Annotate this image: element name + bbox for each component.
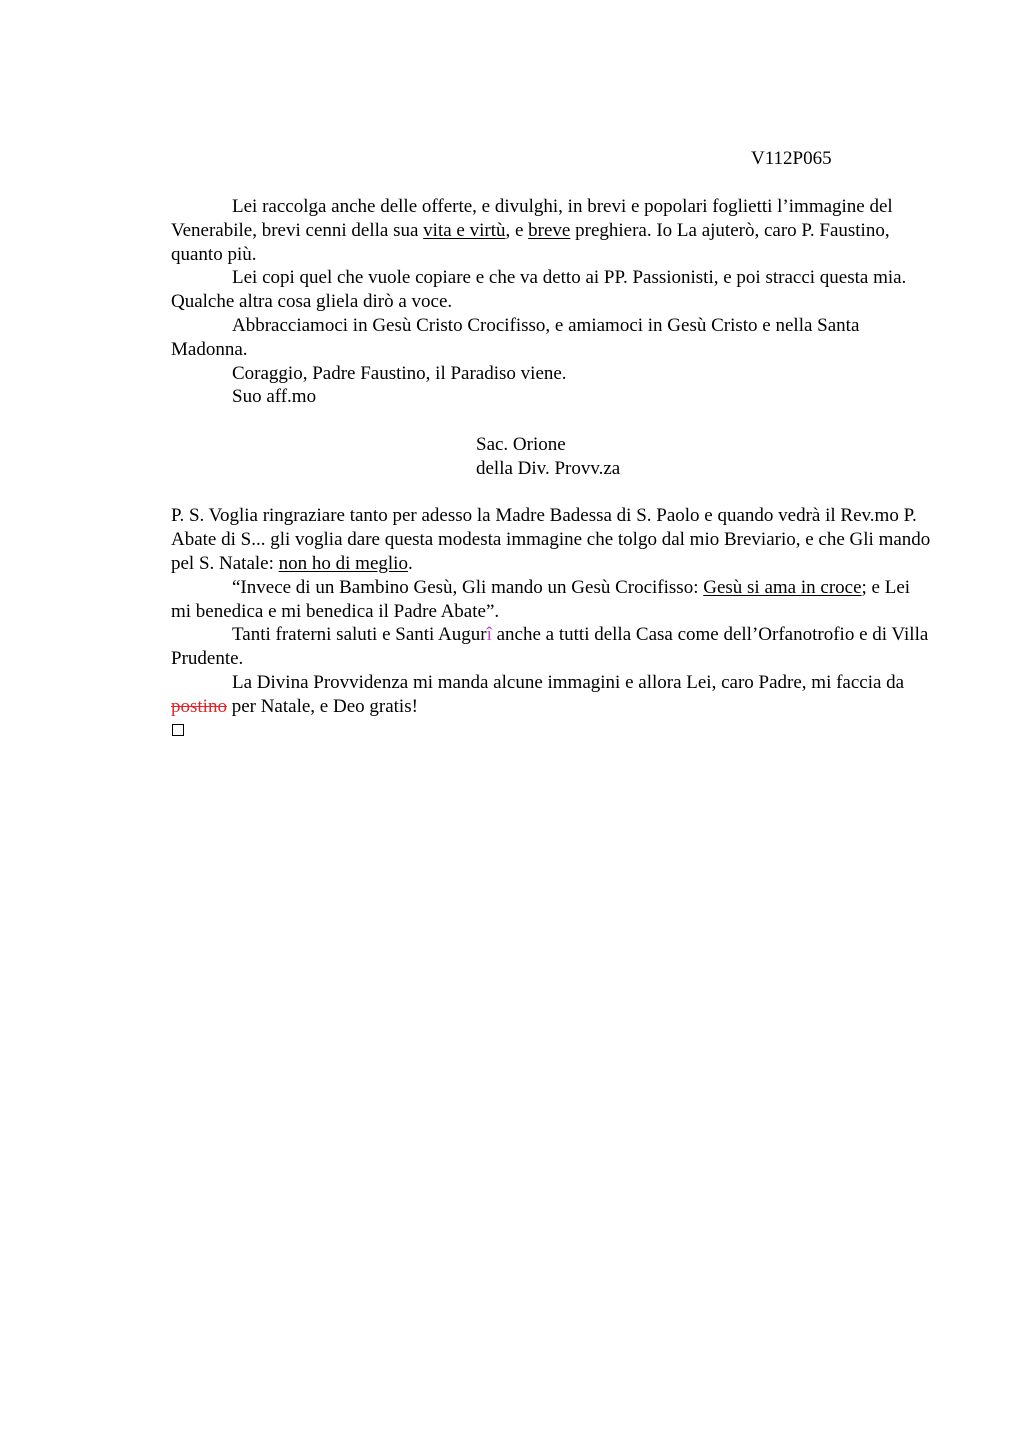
spacer (171, 409, 931, 433)
paragraph-copi: Lei copi quel che vuole copiare e che va detto ai PP. Passionisti, e poi stracci questa mia. Qualche altra cosa gliela dirò a voce. (171, 267, 907, 313)
underlined-text: non ho di meglio (278, 552, 408, 574)
signature-name: Sac. Orione (476, 433, 566, 455)
text-run: “Invece di un Bambino Gesù, Gli mando un Gesù Crocifisso: (232, 576, 704, 598)
text-run: Lei raccolga anche delle offerte, e divulghi, in brevi e popolari foglietti l’immagine del Venerabile, brevi cenni della sua (171, 196, 893, 241)
text-run: ; e Lei mi benedica e mi benedica il Padre Abate”. (171, 576, 911, 622)
paragraph-saluti (171, 623, 931, 671)
text-run: . (407, 552, 413, 574)
letter-body (171, 195, 931, 742)
highlighted-character: î (486, 624, 492, 646)
paragraph-invece (171, 576, 931, 624)
text-run: , e (505, 219, 529, 241)
paragraph-provvidenza (171, 671, 931, 719)
signature-title: della Div. Provv.za (476, 457, 621, 479)
paragraph-offerte (171, 195, 931, 266)
paragraph-coraggio: Coraggio, Padre Faustino, il Paradiso viene. (232, 362, 567, 384)
text-run: anche a tutti della Casa come dell’Orfanotrofio e di Villa Prudente. (171, 624, 929, 670)
struck-text: postino (171, 695, 227, 717)
text-run: La Divina Provvidenza mi manda alcune immagini e allora Lei, caro Padre, mi faccia da (232, 671, 905, 693)
text-run: Tanti fraterni saluti e Santi Augur (232, 624, 487, 646)
postscript-paragraph (171, 504, 931, 575)
text-run: preghiera. Io La ajuterò, caro P. Faustino, quanto più. (171, 219, 890, 265)
paragraph-abbracciamoci: Abbracciamoci in Gesù Cristo Crocifisso, e amiamoci in Gesù Cristo e nella Santa Madonna. (171, 314, 860, 360)
underlined-text: breve (528, 219, 571, 241)
text-run: per Natale, e Deo gratis! (226, 695, 418, 717)
end-mark (171, 719, 931, 743)
spacer (171, 481, 931, 505)
square-box-icon (172, 724, 184, 736)
text-run: P. S. Voglia ringraziare tanto per adesso la Madre Badessa di S. Paolo e quando vedrà il Rev.mo P. Abate di S... gli voglia dare questa modesta immagine che tolgo dal mio Breviario, e che Gli mando pel S. Natale: (171, 505, 931, 574)
underlined-text: vita e virtù (423, 219, 506, 241)
closing-salutation: Suo aff.mo (232, 386, 317, 408)
underlined-text: Gesù si ama in croce (703, 576, 862, 598)
page-code: V112P065 (751, 148, 832, 169)
